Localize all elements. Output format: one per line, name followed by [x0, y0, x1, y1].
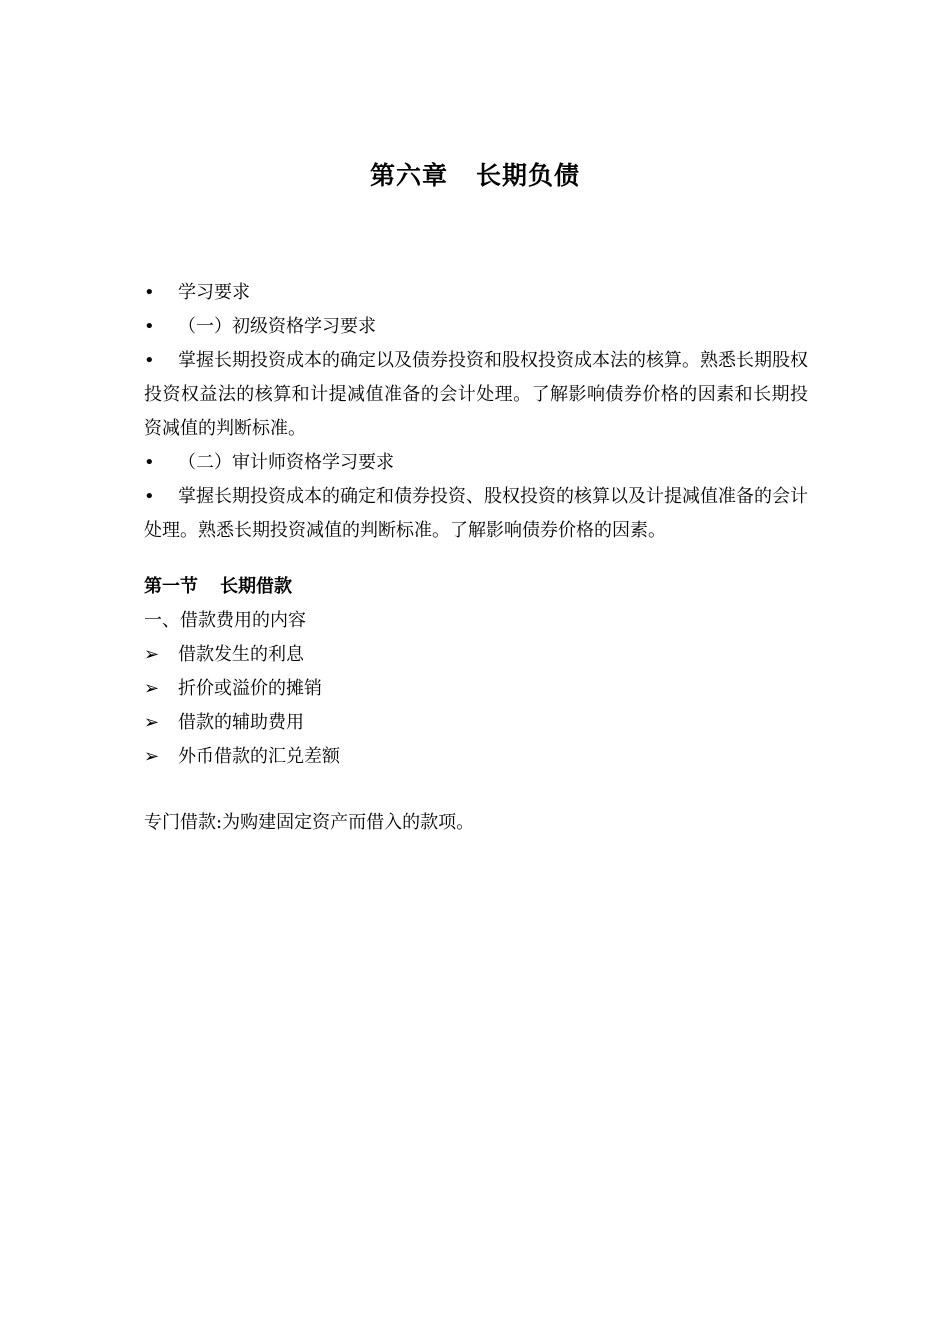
- list-item: ➢ 借款的辅助费用: [144, 706, 808, 740]
- section-number: 第一节: [144, 576, 198, 597]
- document-body: [144, 276, 808, 840]
- special-borrowing-definition: 专门借款:为购建固定资产而借入的款项。: [144, 812, 475, 833]
- basic-requirements-text: • 掌握长期投资成本的确定以及债券投资和股权投资成本法的核算。熟悉长期股权投资权益法的核算和计提减值准备的会计处理。了解影响债券价格的因素和长期投资减值的判断标准。: [144, 344, 808, 446]
- arrow-bullet-icon: ➢: [144, 746, 160, 767]
- arrow-bullet-icon: ➢: [144, 712, 160, 733]
- chapter-number: 第六章: [369, 161, 448, 190]
- bullet-icon: •: [144, 350, 155, 371]
- auditor-requirements-text: • 掌握长期投资成本的确定和债券投资、股权投资的核算以及计提减值准备的会计处理。熟悉长期投资减值的判断标准。了解影响债券价格的因素。: [144, 480, 808, 548]
- list-item: ➢ 借款发生的利息: [144, 638, 808, 672]
- section-heading: [144, 570, 808, 604]
- chapter-name: 长期负债: [476, 161, 581, 190]
- auditor-requirements-heading: • （二）审计师资格学习要求: [144, 446, 808, 480]
- bullet-icon: •: [144, 282, 155, 303]
- basic-requirements-heading: • （一）初级资格学习要求: [144, 310, 808, 344]
- bullet-icon: •: [144, 316, 155, 337]
- list-item: ➢ 折价或溢价的摊销: [144, 672, 808, 706]
- list-item: ➢ 外币借款的汇兑差额: [144, 740, 808, 774]
- requirements-heading: • 学习要求: [144, 276, 808, 310]
- chapter-title: [0, 156, 950, 192]
- bullet-icon: •: [144, 452, 155, 473]
- arrow-bullet-icon: ➢: [144, 644, 160, 665]
- bullet-icon: •: [144, 486, 155, 507]
- section-name: 长期借款: [220, 576, 292, 597]
- borrowing-cost-subheading: 一、借款费用的内容: [144, 610, 306, 631]
- arrow-bullet-icon: ➢: [144, 678, 160, 699]
